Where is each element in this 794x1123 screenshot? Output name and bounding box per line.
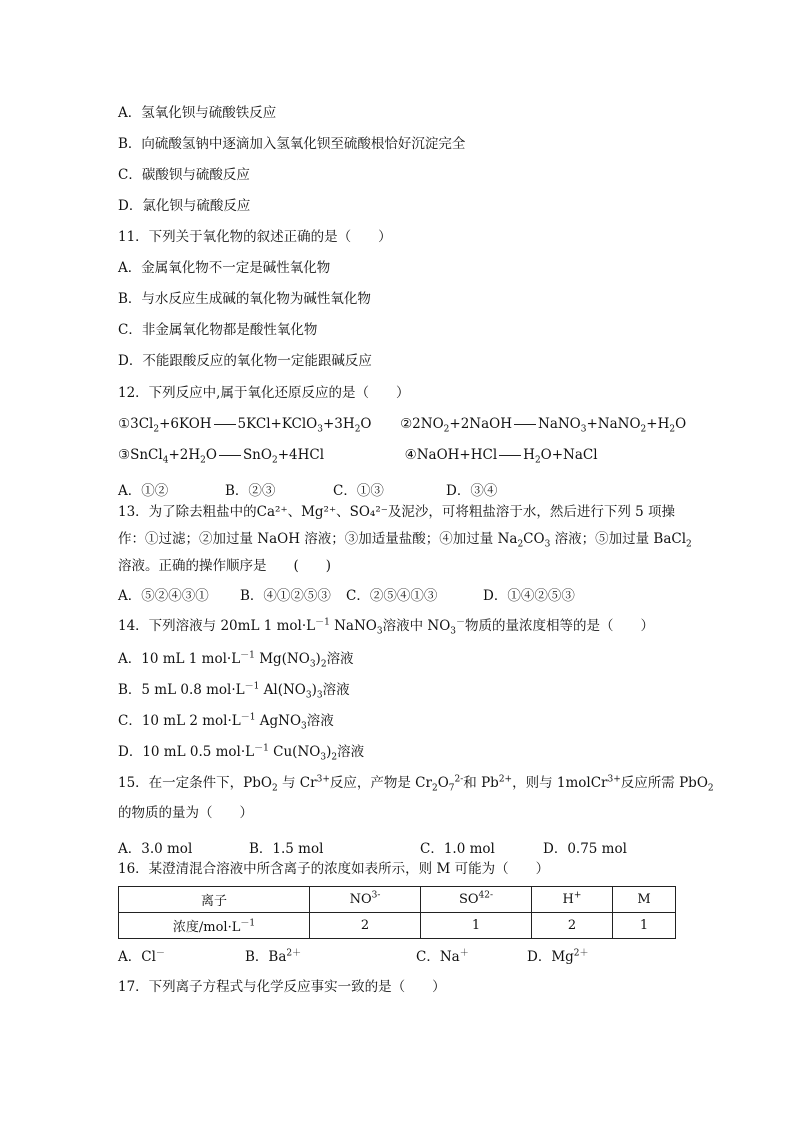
- q12-option-a: A．①②: [118, 483, 169, 499]
- q15-option-a: A．3.0 mol: [118, 841, 193, 857]
- q10-option-c: C．碳酸钡与硫酸反应: [118, 167, 250, 183]
- table-cell: $NO^{3-}$: [310, 887, 421, 913]
- q16-option-c: C．Na＋: [416, 948, 469, 965]
- q13-option-c: C．②⑤④①③: [346, 588, 438, 604]
- q11-option-b: B．与水反应生成碱的氧化物为碱性氧化物: [118, 291, 371, 307]
- q14-option-d: D．10 mL 0.5 $mol\cdot L^{-1}$ $Cu(NO_3)_2$溶液: [118, 743, 365, 763]
- table-row: [119, 887, 676, 913]
- equal-line-icon: [219, 455, 241, 456]
- table-cell: 1: [613, 913, 676, 939]
- table-cell: H+: [532, 887, 613, 913]
- q12-stem: 12．下列反应中,属于氧化还原反应的是（ ）: [118, 385, 410, 401]
- q10-option-a: A．氢氧化钡与硫酸铁反应: [118, 105, 277, 121]
- q14-option-b: B．5 mL 0.8 $mol\cdot L^{-1}$ $Al(NO_3)_3$溶液: [118, 681, 350, 701]
- q17-stem: 17．下列离子方程式与化学反应事实一致的是（ ）: [118, 979, 446, 995]
- q14-stem: 14．下列溶液与 20mL 1 $mol\cdot L^{-1}$ NaNO$_3$溶液中 $NO_3^-$物质的量浓度相等的是（ ）: [118, 617, 655, 637]
- q12-reactions-3-4: $③SnCl_4+2H_2O$ SnO$_2$+4HCl ④NaOH+HCl $H_2O+NaCl$: [118, 447, 598, 466]
- table-cell: 离子: [119, 887, 310, 913]
- q13-line-1: 13．为了除去粗盐中的Ca²⁺、Mg²⁺、SO₄²⁻及泥沙，可将粗盐溶于水，然后进行下列 5 项操: [118, 504, 676, 520]
- q13-option-a: A．⑤②④③①: [118, 588, 209, 604]
- q16-stem: 16．某澄清混合溶液中所含离子的浓度如表所示，则 M 可能为（ ）: [118, 861, 550, 877]
- table-cell: 2: [310, 913, 421, 939]
- q12-option-d: D．③④: [446, 483, 498, 499]
- table-row: [119, 913, 676, 939]
- q12-reactions-1-2: $①3Cl_2+6KOH$ $5KCl+KClO_3+3H_2O$ $②2NO_2+2NaOH$ $NaNO_3+NaNO_2+H_2O$: [118, 416, 687, 435]
- table-cell: 2: [532, 913, 613, 939]
- q13-option-d: D．①④②⑤③: [483, 588, 575, 604]
- q15-option-b: B．1.5 mol: [249, 841, 324, 857]
- q11-stem: 11．下列关于氧化物的叙述正确的是（ ）: [118, 229, 392, 245]
- q15-line-1: 15．在一定条件下，PbO$_2$ 与 $Cr^{3+}$反应，产物是 $Cr_2O_7^{2-}$和 $Pb^{2+}$，则与 1molCr$^{3+}$反应所需 PbO$_2$: [118, 774, 714, 794]
- ion-concentration-table: [118, 886, 676, 939]
- q15-line-2: 的物质的量为（ ）: [118, 805, 253, 821]
- q13-line-2: 作：①过滤；②加过量 NaOH 溶液；③加适量盐酸；④加过量 $Na_2CO_3$ 溶液；⑤加过量 BaCl$_2$: [118, 531, 692, 550]
- table-cell: $SO^{42-}$: [421, 887, 532, 913]
- q16-option-a: A．Cl－: [118, 948, 165, 965]
- q12-option-c: C．①③: [333, 483, 384, 499]
- q15-option-d: D．0.75 mol: [543, 841, 627, 857]
- table-cell: 1: [421, 913, 532, 939]
- table-cell: 浓度$/mol\cdot L^{-1}$: [119, 913, 310, 939]
- q14-option-c: C．10 mL 2 $mol\cdot L^{-1}$ AgNO$_3$溶液: [118, 712, 334, 732]
- q11-option-c: C．非金属氧化物都是酸性氧化物: [118, 322, 318, 338]
- q13-option-b: B．④①②⑤③: [240, 588, 331, 604]
- q10-option-d: D．氯化钡与硫酸反应: [118, 198, 251, 214]
- equal-line-icon: [514, 424, 536, 425]
- table-cell: M: [613, 887, 676, 913]
- q12-option-b: B．②③: [225, 483, 276, 499]
- q11-option-d: D．不能跟酸反应的氧化物一定能跟碱反应: [118, 353, 372, 369]
- q10-option-b: B．向硫酸氢钠中逐滴加入氢氧化钡至硫酸根恰好沉淀完全: [118, 136, 466, 152]
- q11-option-a: A．金属氧化物不一定是碱性氧化物: [118, 260, 331, 276]
- q16-option-b: B．$Ba^{2+}$: [245, 948, 302, 965]
- equal-line-icon: [499, 455, 521, 456]
- q13-line-3: 溶液。正确的操作顺序是 ( ): [118, 558, 332, 574]
- q16-option-d: D．$Mg^{2+}$: [527, 948, 589, 965]
- q14-option-a: A．10 mL 1 $mol\cdot L^{-1}$ $Mg(NO_3)_2$溶液: [118, 650, 354, 670]
- equal-line-icon: [214, 424, 236, 425]
- q15-option-c: C．1.0 mol: [420, 841, 495, 857]
